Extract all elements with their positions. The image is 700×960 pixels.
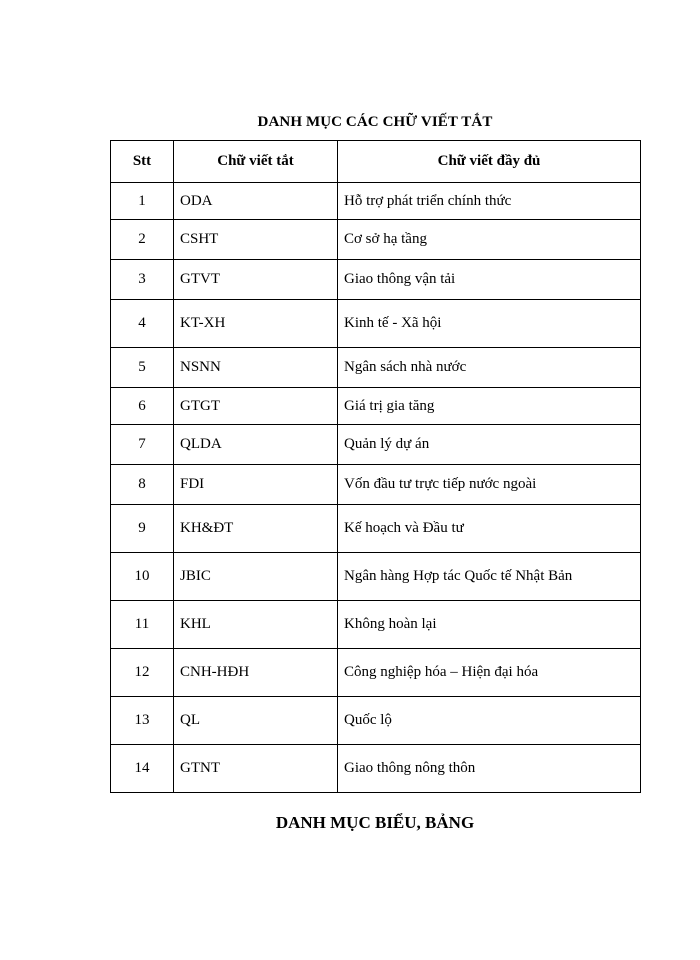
row-full-name: Không hoàn lại <box>338 601 641 649</box>
row-abbreviation: JBIC <box>174 553 338 601</box>
table-row <box>111 220 641 260</box>
row-full-name: Kế hoạch và Đầu tư <box>338 505 641 553</box>
table-row <box>111 300 641 348</box>
table-row <box>111 183 641 220</box>
table-row <box>111 260 641 300</box>
row-number: 6 <box>111 388 174 425</box>
row-number: 8 <box>111 465 174 505</box>
row-number: 11 <box>111 601 174 649</box>
row-number: 9 <box>111 505 174 553</box>
row-abbreviation: QLDA <box>174 425 338 465</box>
row-number: 1 <box>111 183 174 220</box>
table-header-row <box>111 141 641 183</box>
table-row <box>111 553 641 601</box>
row-abbreviation: GTNT <box>174 745 338 793</box>
table-row <box>111 505 641 553</box>
row-full-name: Vốn đầu tư trực tiếp nước ngoài <box>338 465 641 505</box>
row-full-name: Ngân hàng Hợp tác Quốc tế Nhật Bản <box>338 553 641 601</box>
row-number: 3 <box>111 260 174 300</box>
page-title: DANH MỤC CÁC CHỮ VIẾT TẮT <box>257 114 493 130</box>
row-full-name: Công nghiệp hóa – Hiện đại hóa <box>338 649 641 697</box>
table-row <box>111 697 641 745</box>
table-row <box>111 425 641 465</box>
row-full-name: Hỗ trợ phát triển chính thức <box>338 183 641 220</box>
section-title: DANH MỤC BIỂU, BẢNG <box>275 813 475 832</box>
row-full-name: Kinh tế - Xã hội <box>338 300 641 348</box>
table-row <box>111 388 641 425</box>
row-abbreviation: CSHT <box>174 220 338 260</box>
abbreviation-table <box>110 140 641 793</box>
header-full-name: Chữ viết đầy đủ <box>338 141 641 183</box>
row-full-name: Cơ sở hạ tầng <box>338 220 641 260</box>
row-number: 5 <box>111 348 174 388</box>
row-abbreviation: FDI <box>174 465 338 505</box>
row-number: 12 <box>111 649 174 697</box>
row-number: 10 <box>111 553 174 601</box>
table-row <box>111 348 641 388</box>
row-number: 2 <box>111 220 174 260</box>
row-number: 7 <box>111 425 174 465</box>
row-number: 4 <box>111 300 174 348</box>
row-number: 14 <box>111 745 174 793</box>
row-abbreviation: NSNN <box>174 348 338 388</box>
row-abbreviation: KT-XH <box>174 300 338 348</box>
row-abbreviation: KH&ĐT <box>174 505 338 553</box>
row-full-name: Giao thông vận tải <box>338 260 641 300</box>
header-stt: Stt <box>111 141 174 183</box>
row-full-name: Ngân sách nhà nước <box>338 348 641 388</box>
row-abbreviation: GTVT <box>174 260 338 300</box>
table-row <box>111 601 641 649</box>
table-row <box>111 649 641 697</box>
table-row <box>111 745 641 793</box>
row-full-name: Quốc lộ <box>338 697 641 745</box>
row-abbreviation: ODA <box>174 183 338 220</box>
row-full-name: Giá trị gia tăng <box>338 388 641 425</box>
row-full-name: Quản lý dự án <box>338 425 641 465</box>
row-abbreviation: QL <box>174 697 338 745</box>
table-row <box>111 465 641 505</box>
row-abbreviation: CNH-HĐH <box>174 649 338 697</box>
row-abbreviation: GTGT <box>174 388 338 425</box>
row-abbreviation: KHL <box>174 601 338 649</box>
header-abbreviation: Chữ viết tắt <box>174 141 338 183</box>
row-full-name: Giao thông nông thôn <box>338 745 641 793</box>
row-number: 13 <box>111 697 174 745</box>
